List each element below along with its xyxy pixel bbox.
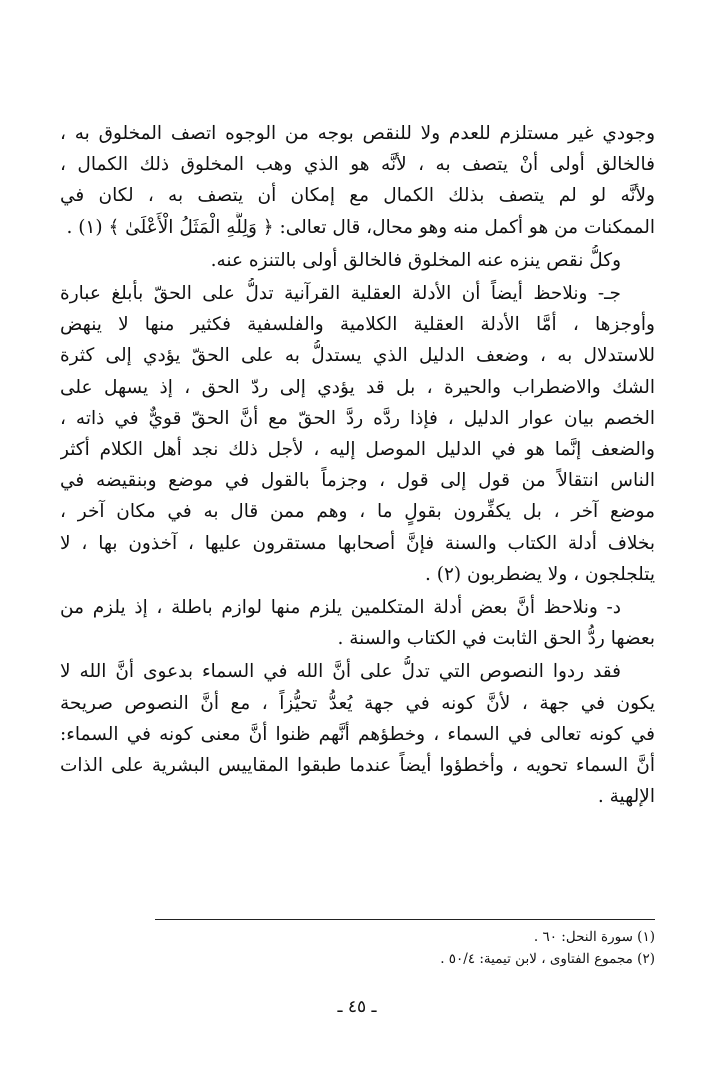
text-line: جـ- ونلاحظ أيضاً أن الأدلة العقلية القرآنية تدلُّ على الحقّ بأبلغ عبارة — [60, 283, 621, 305]
paragraph-1 — [60, 118, 655, 243]
text-line: أنَّ السماء تحويه ، وأخطؤوا أيضاً عندما طبقوا المقاييس البشرية على الذات — [60, 755, 655, 777]
page-number: ـ ٤٥ ـ — [337, 997, 377, 1017]
footnotes — [200, 926, 655, 970]
text-line: والضعف إنَّما هو في الدليل الموصل إليه ، لأجل ذلك نجد أهل الكلام أكثر — [60, 439, 655, 461]
text-line: وأوجزها ، أمَّا الأدلة العقلية الكلامية والفلسفية فكثير منها لا ينهض — [60, 314, 655, 336]
text-line: د- ونلاحظ أنَّ بعض أدلة المتكلمين يلزم منها لوازم باطلة ، إذ يلزم من — [60, 597, 621, 619]
paragraph-2 — [60, 245, 655, 276]
text-line: ولأنَّه لو لم يتصف بذلك الكمال مع إمكان أن يتصف به ، لكان في — [60, 185, 655, 207]
main-text — [60, 118, 655, 812]
text-line: يكون في جهة ، لأنَّ كونه في جهة يُعدُّ تحيُّزاً ، مع أنَّ النصوص صريحة — [60, 692, 655, 714]
text-line: يتلجلجون ، ولا يضطربون (٢) . — [425, 563, 655, 585]
text-line: بخلاف أدلة الكتاب والسنة فإنَّ أصحابها مستقرون عليها ، آخذون بها ، لا — [60, 532, 655, 554]
footnote-divider — [155, 919, 655, 920]
text-line: الإلهية . — [597, 786, 655, 808]
text-line: فقد ردوا النصوص التي تدلُّ على أنَّ الله في السماء بدعوى أنَّ الله لا — [60, 661, 621, 683]
text-line: وكلُّ نقص ينزه عنه المخلوق فالخالق أولى بالتنزه عنه. — [210, 249, 621, 271]
text-line: موضع آخر ، بل يكفِّرون بقولٍ ما ، وهم ممن قال به في مكان آخر ، — [60, 501, 655, 523]
text-line: في كونه تعالى في السماء ، وخطؤهم أنَّهم ظنوا أنَّ معنى كونه في السماء: — [60, 723, 655, 745]
paragraph-5 — [60, 656, 655, 812]
text-line: وجودي غير مستلزم للعدم ولا للنقص بوجه من الوجوه اتصف المخلوق به ، — [60, 123, 655, 144]
paragraph-4 — [60, 592, 655, 654]
footnote-2: (٢) مجموع الفتاوى ، لابن تيمية: ٥٠/٤ . — [440, 951, 655, 967]
paragraph-3 — [60, 278, 655, 590]
text-line: الممكنات من هو أكمل منه وهو محال، قال تعالى: ﴿ وَلِلَّهِ الْمَثَلُ الْأَعْلَىٰ ﴾ (١) . — [66, 216, 655, 238]
text-line: فالخالق أولى أنْ يتصف به ، لأنَّه هو الذي وهب المخلوق ذلك الكمال ، — [60, 154, 655, 176]
text-line: بعضها ردُّ الحق الثابت في الكتاب والسنة . — [337, 628, 655, 650]
footnote-1: (١) سورة النحل: ٦٠ . — [533, 929, 655, 945]
text-line: الخصم بيان عوار الدليل ، فإذا ردَّه ردَّ الحقّ مع أنَّ الحقّ قويٌّ في ذاته ، — [60, 407, 655, 429]
text-line: الناس انتقالاً من قول إلى قول ، وجزماً بالقول في موضع وبنقيضه في — [60, 470, 655, 492]
text-line: الشك والاضطراب والحيرة ، بل قد يؤدي إلى ردّ الحق ، إذ يسهل على — [60, 376, 655, 398]
text-line: للاستدلال به ، وضعف الدليل الذي يستدلُّ به على الحقّ يؤدي إلى كثرة — [60, 345, 655, 367]
